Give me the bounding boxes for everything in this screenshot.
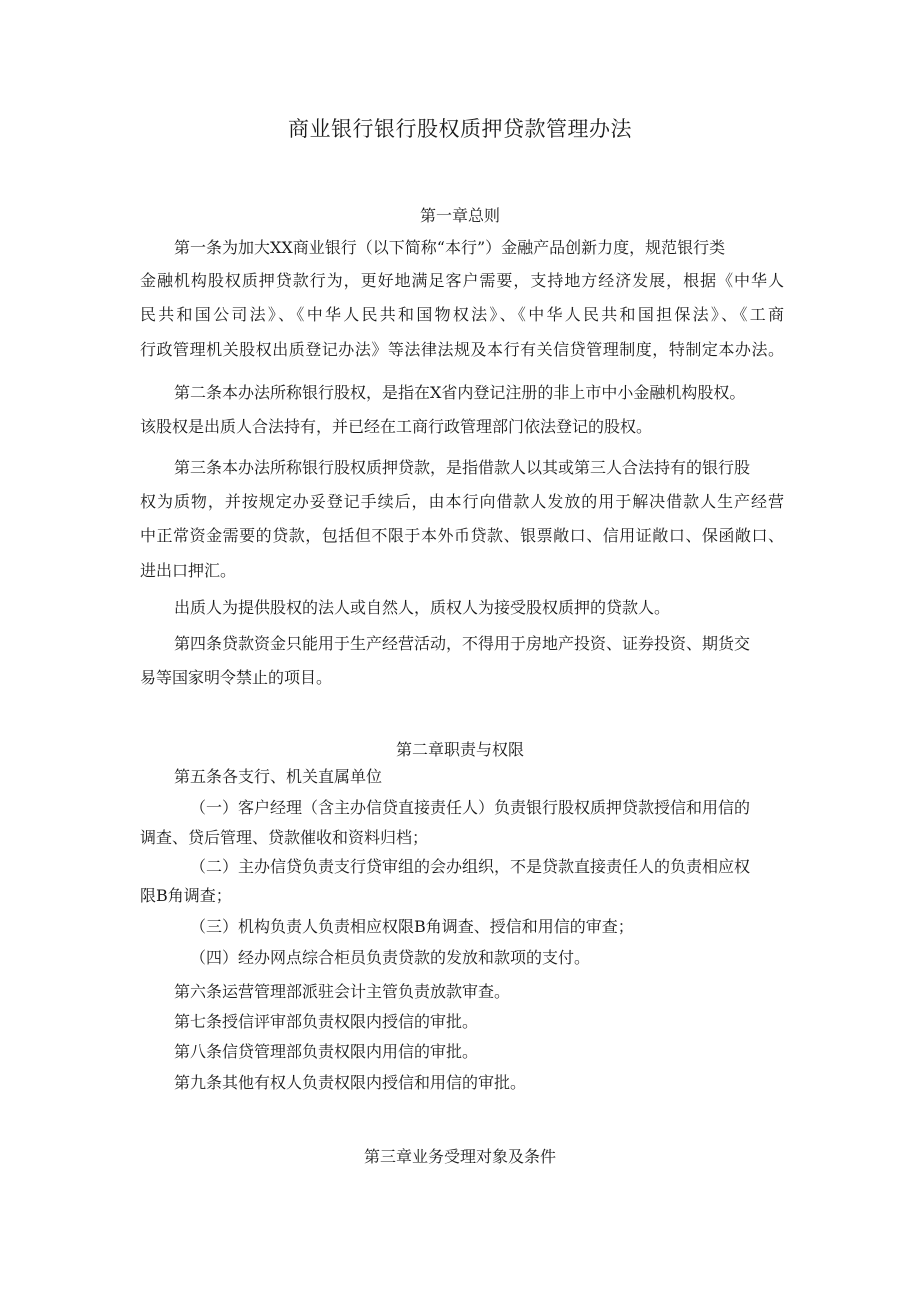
article-1-line-3: 民共和国公司法》、《中华人民共和国物权法》、《中华人民共和国担保法》、《工商 xyxy=(140,305,784,324)
article-3-line-3: 中正常资金需要的贷款，包括但不限于本外币贷款、银票敞口、信用证敞口、保函敞口、 xyxy=(140,526,784,545)
item-2-line-1: （二）主办信贷负责支行贷审组的会办组织，不是贷款直接责任人的负责相应权 xyxy=(190,857,751,876)
article-9-line-1: 第九条其他有权人负责权限内授信和用信的审批。 xyxy=(174,1073,527,1092)
article-1-line-2: 金融机构股权质押贷款行为，更好地满足客户需要，支持地方经济发展，根据《中华人 xyxy=(140,271,784,290)
article-1-line-4: 行政管理机关股权出质登记办法》等法律法规及本行有关信贷管理制度，特制定本办法。 xyxy=(140,340,784,359)
article-3-line-4: 进出口押汇。 xyxy=(140,561,237,580)
chapter-3-heading: 第三章业务受理对象及条件 xyxy=(363,1147,556,1166)
article-1-line-1: 第一条为加大XX商业银行（以下简称“本行”）金融产品创新力度，规范银行类 xyxy=(174,238,726,257)
document-title: 商业银行银行股权质押贷款管理办法 xyxy=(288,117,632,141)
article-6-line-1: 第六条运营管理部派驻会计主管负责放款审查。 xyxy=(174,982,511,1001)
item-1-line-1: （一）客户经理（含主办信贷直接责任人）负责银行股权质押贷款授信和用信的 xyxy=(190,798,751,817)
chapter-1-heading: 第一章总则 xyxy=(419,206,500,225)
article-2-line-2: 该股权是出质人合法持有，并已经在工商行政管理部门依法登记的股权。 xyxy=(140,417,653,436)
article-4-line-2: 易等国家明令禁止的项目。 xyxy=(140,668,333,687)
article-3-line-2: 权为质物，并按规定办妥登记手续后，由本行向借款人发放的用于解决借款人生产经营 xyxy=(140,492,784,511)
chapter-2-heading: 第二章职责与权限 xyxy=(395,740,524,759)
article-3-line-1: 第三条本办法所称银行股权质押贷款，是指借款人以其或第三人合法持有的银行股 xyxy=(174,458,751,477)
article-2-line-1: 第二条本办法所称银行股权，是指在X省内登记注册的非上市中小金融机构股权。 xyxy=(174,383,746,402)
article-7-line-1: 第七条授信评审部负责权限内授信的审批。 xyxy=(174,1012,479,1031)
article-5-line-1: 第五条各支行、机关直属单位 xyxy=(174,767,383,786)
article-4-line-1: 第四条贷款资金只能用于生产经营活动，不得用于房地产投资、证券投资、期货交 xyxy=(174,634,751,653)
item-4-line-1: （四）经办网点综合柜员负责贷款的发放和款项的支付。 xyxy=(190,948,591,967)
item-1-line-2: 调查、贷后管理、贷款催收和资料归档； xyxy=(140,828,429,847)
item-2-line-2: 限B角调查； xyxy=(140,886,232,905)
article-3-pledgor-line: 出质人为提供股权的法人或自然人，质权人为接受股权质押的贷款人。 xyxy=(174,598,671,617)
item-3-line-1: （三）机构负责人负责相应权限B角调查、授信和用信的审查； xyxy=(190,917,634,936)
article-8-line-1: 第八条信贷管理部负责权限内用信的审批。 xyxy=(174,1042,479,1061)
